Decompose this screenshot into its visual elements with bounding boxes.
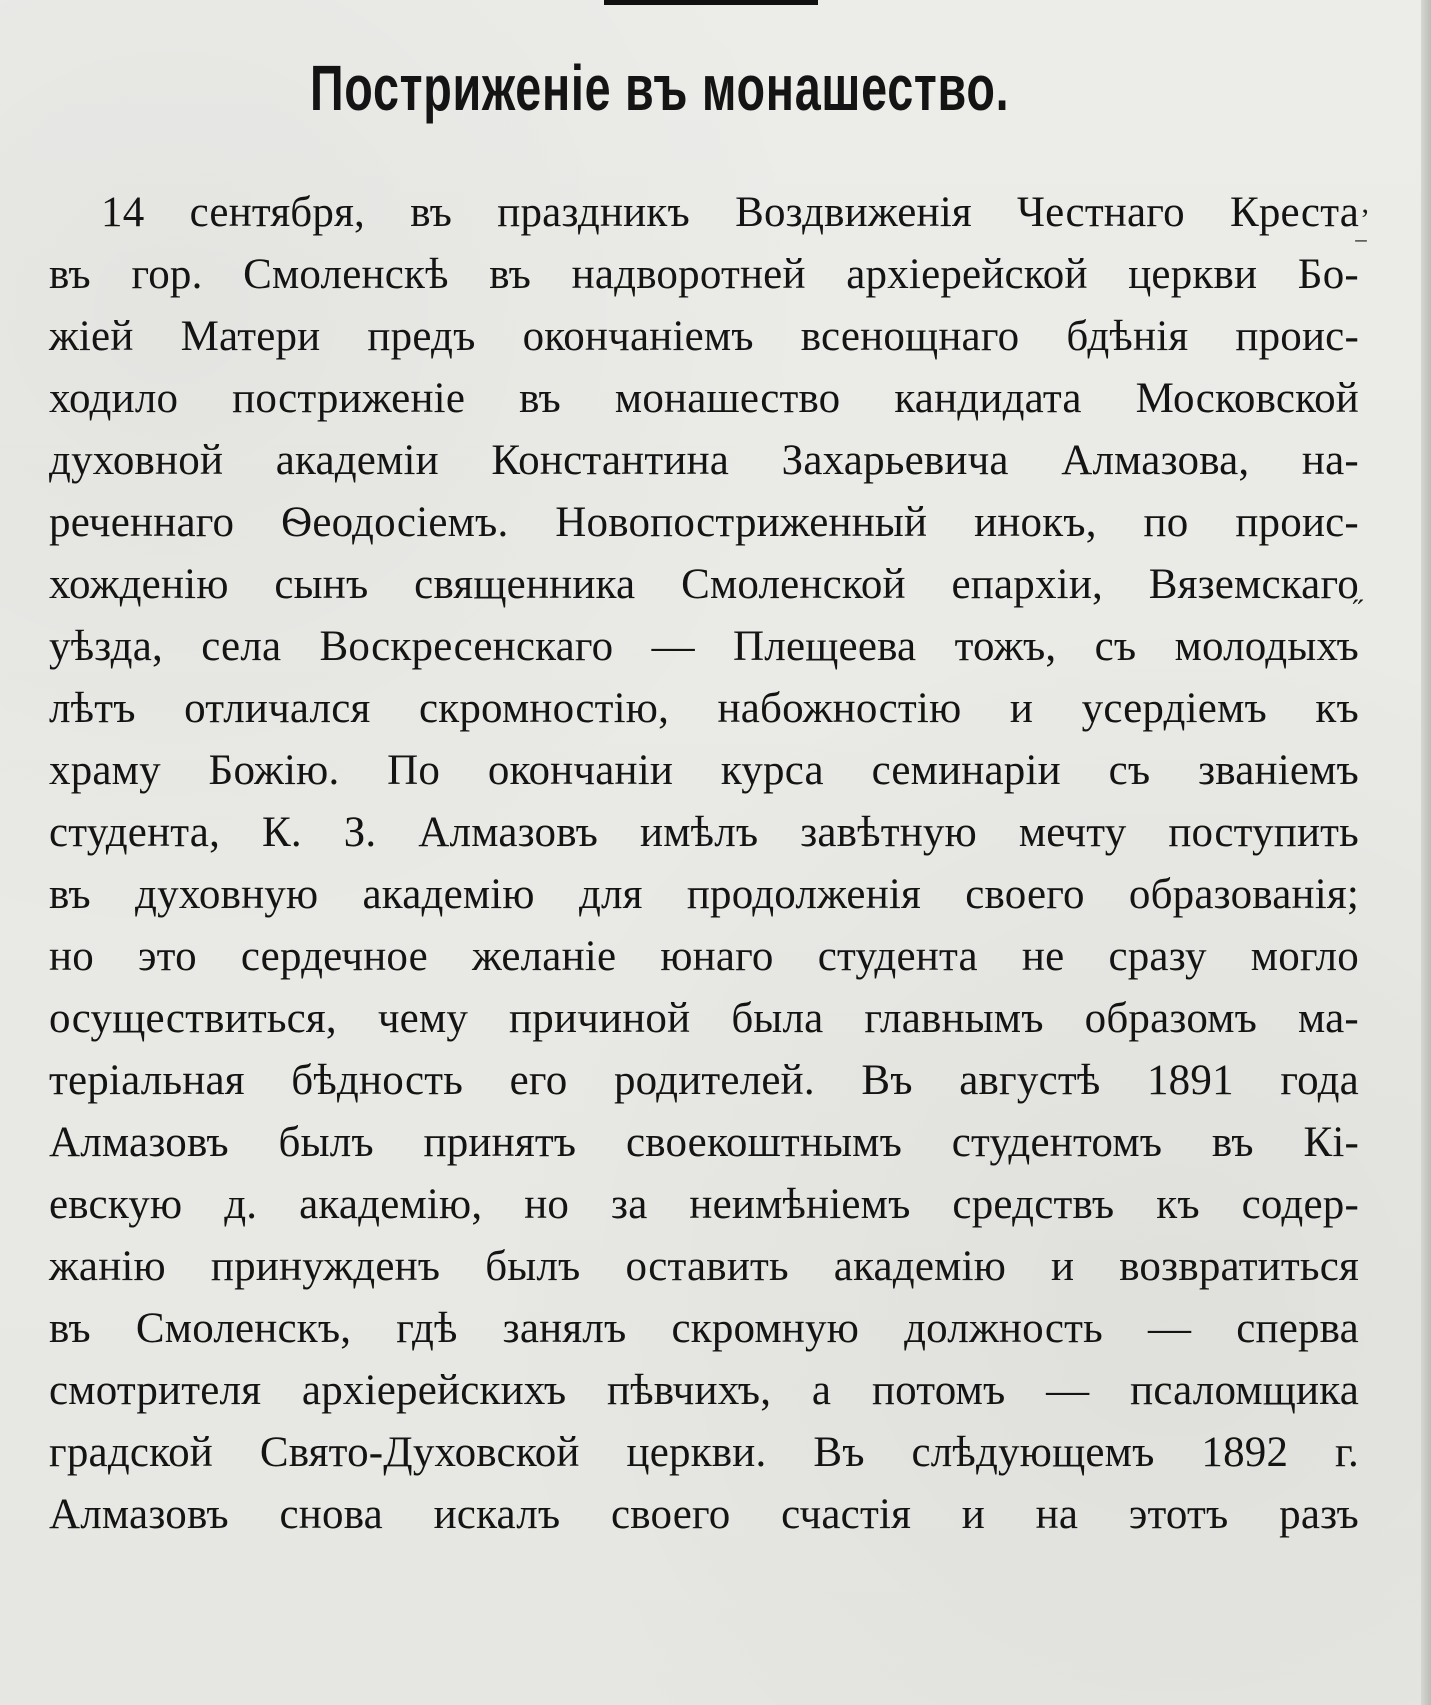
word: принятъ — [423, 1119, 577, 1166]
word: д. — [224, 1181, 258, 1228]
word: по — [1143, 499, 1189, 546]
word: и — [1051, 1243, 1075, 1290]
word: это — [138, 933, 197, 980]
word: Алмазовъ — [49, 1491, 229, 1538]
word: гдѣ — [396, 1305, 458, 1352]
word: на — [1035, 1491, 1079, 1538]
word: Честнаго — [1017, 189, 1185, 236]
word: къ — [1156, 1181, 1200, 1228]
word: З. — [343, 809, 377, 856]
word: студента, — [49, 809, 221, 856]
text-line-11 — [49, 801, 1359, 865]
word: своего — [965, 871, 1085, 918]
word: духовной — [49, 437, 224, 484]
word: церкви — [1128, 251, 1258, 298]
word: академію — [362, 871, 535, 918]
text-line-12 — [49, 863, 1359, 927]
text-line-5 — [49, 429, 1359, 493]
text-line-7 — [49, 553, 1359, 617]
word: мечту — [1018, 809, 1127, 856]
text-line-1 — [49, 181, 1359, 245]
text-line-17 — [49, 1173, 1359, 1237]
word: юнаго — [660, 933, 774, 980]
text-line-19 — [49, 1297, 1359, 1361]
text-line-21 — [49, 1421, 1359, 1485]
text-line-4 — [49, 367, 1359, 431]
word: жанію — [49, 1243, 166, 1290]
word: и — [961, 1491, 985, 1538]
word: храму — [49, 747, 161, 794]
word: отличался — [184, 685, 371, 732]
word: скромную — [671, 1305, 860, 1352]
word: академію — [833, 1243, 1007, 1290]
word: Свято-Духовской — [259, 1429, 580, 1476]
word: снова — [279, 1491, 383, 1538]
scan-right-edge — [1421, 0, 1431, 1705]
word: уѣзда, — [49, 623, 163, 670]
text-line-20 — [49, 1359, 1359, 1423]
word: могло — [1250, 933, 1359, 980]
text-line-3 — [49, 305, 1359, 369]
word: предъ — [367, 313, 476, 360]
word: Смоленской — [681, 561, 906, 608]
word: академію, — [299, 1181, 483, 1228]
word: — — [1147, 1305, 1192, 1352]
word: въ — [489, 251, 532, 298]
word: образомъ — [1084, 995, 1258, 1042]
word: должность — [904, 1305, 1103, 1352]
word: архіерейской — [846, 251, 1088, 298]
word: причиной — [509, 995, 691, 1042]
word: лѣтъ — [49, 685, 136, 732]
word: Бо- — [1297, 251, 1359, 298]
word: проис- — [1235, 313, 1359, 360]
text-line-8 — [49, 615, 1359, 679]
word: студентомъ — [951, 1119, 1163, 1166]
word: набожностію — [717, 685, 962, 732]
margin-mark-line1: ’ — [1360, 203, 1370, 236]
word: главнымъ — [864, 995, 1044, 1042]
word: но — [524, 1181, 570, 1228]
word: своекоштнымъ — [625, 1119, 903, 1166]
word: слѣдующемъ — [911, 1429, 1155, 1476]
word: родителей. — [613, 1057, 815, 1104]
word: а — [811, 1367, 832, 1414]
word: и — [1009, 685, 1034, 732]
word: скромностію, — [418, 685, 670, 732]
word: тожъ, — [954, 623, 1057, 670]
word: псаломщика — [1130, 1367, 1359, 1414]
word: къ — [1315, 685, 1359, 732]
word: сентября, — [189, 189, 366, 236]
word: августѣ — [959, 1057, 1101, 1104]
word: поступить — [1168, 809, 1359, 856]
word: съ — [1108, 747, 1151, 794]
word: чему — [377, 995, 469, 1042]
word: но — [49, 933, 94, 980]
word: По — [387, 747, 441, 794]
word: оставить — [625, 1243, 789, 1290]
word: инокъ, — [974, 499, 1097, 546]
word: Божію. — [208, 747, 340, 794]
word: усердіемъ — [1081, 685, 1267, 732]
word: гор. — [131, 251, 203, 298]
word: осуществиться, — [49, 995, 337, 1042]
text-line-10 — [49, 739, 1359, 803]
word: Ѳеодосіемъ. — [281, 499, 509, 546]
word: принужденъ — [210, 1243, 441, 1290]
margin-mark-line2: ‾ — [1356, 238, 1366, 271]
word: неимѣніемъ — [689, 1181, 911, 1228]
word: проис- — [1235, 499, 1359, 546]
word: въ — [410, 189, 453, 236]
word: Алмазова, — [1061, 437, 1250, 484]
word: жіей — [49, 313, 134, 360]
word: Алмазовъ — [418, 809, 599, 856]
word: завѣтную — [800, 809, 977, 856]
margin-mark-line7: ˝ — [1353, 594, 1363, 627]
text-line-18 — [49, 1235, 1359, 1299]
word: желаніе — [472, 933, 617, 980]
word: не — [1021, 933, 1065, 980]
word: образованія; — [1128, 871, 1359, 918]
word: Въ — [861, 1057, 913, 1104]
word: смотрителя — [49, 1367, 262, 1414]
word: окончаніи — [487, 747, 674, 794]
word: его — [509, 1057, 568, 1104]
text-line-14 — [49, 987, 1359, 1051]
word: ходило — [49, 375, 179, 422]
word: искалъ — [433, 1491, 561, 1538]
word: Воздвиженія — [735, 189, 972, 236]
text-line-2 — [49, 243, 1359, 307]
word: Константина — [491, 437, 730, 484]
word: Креста — [1229, 189, 1359, 236]
word: званіемъ — [1198, 747, 1359, 794]
word: священника — [414, 561, 636, 608]
word: 14 — [101, 189, 145, 236]
word: курса — [720, 747, 824, 794]
word: 1891 — [1146, 1057, 1234, 1104]
word: Вяземскаго — [1148, 561, 1359, 608]
word: постриженіе — [232, 375, 466, 422]
word: въ — [49, 251, 91, 298]
word: для — [578, 871, 643, 918]
word: потомъ — [871, 1367, 1006, 1414]
word: К. — [261, 809, 302, 856]
word: села — [201, 623, 282, 670]
word: праздникъ — [497, 189, 690, 236]
word: Новопостриженный — [555, 499, 928, 546]
word: разъ — [1279, 1491, 1359, 1538]
word: семинаріи — [871, 747, 1061, 794]
word: Въ — [813, 1429, 865, 1476]
word: сразу — [1108, 933, 1207, 980]
word: церкви. — [626, 1429, 767, 1476]
word: на- — [1301, 437, 1359, 484]
word: содер- — [1241, 1181, 1359, 1228]
word: Смоленскѣ — [243, 251, 449, 298]
word: своего — [610, 1491, 731, 1538]
article-title: Постриженіе въ монашество. — [310, 52, 1010, 124]
word: кандидата — [894, 375, 1082, 422]
word: надворотней — [571, 251, 806, 298]
word: Смоленскъ, — [135, 1305, 352, 1352]
word: сердечное — [240, 933, 428, 980]
word: возвратиться — [1119, 1243, 1359, 1290]
word: — — [651, 623, 695, 670]
word: Воскресенскаго — [319, 623, 614, 670]
top-rule — [604, 0, 818, 5]
word: молодыхъ — [1174, 623, 1359, 670]
word: хожденію — [49, 561, 229, 608]
word: была — [731, 995, 824, 1042]
word: евскую — [49, 1181, 183, 1228]
word: Захарьевича — [781, 437, 1009, 484]
word: бдѣнія — [1066, 313, 1189, 360]
word: студента — [817, 933, 978, 980]
word: градской — [49, 1429, 214, 1476]
word: епархіи, — [951, 561, 1103, 608]
text-line-16 — [49, 1111, 1359, 1175]
word: архіерейскихъ — [301, 1367, 567, 1414]
word: года — [1280, 1057, 1359, 1104]
word: монашество — [614, 375, 841, 422]
word: въ — [519, 375, 561, 422]
word: средствъ — [952, 1181, 1115, 1228]
word: съ — [1094, 623, 1137, 670]
word: Алмазовъ — [49, 1119, 229, 1166]
word: 1892 — [1201, 1429, 1289, 1476]
word: за — [611, 1181, 648, 1228]
word: Плещеева — [733, 623, 917, 670]
word: былъ — [485, 1243, 581, 1290]
word: окончаніемъ — [522, 313, 754, 360]
word: счастія — [781, 1491, 912, 1538]
word: реченнаго — [49, 499, 235, 546]
word: г. — [1335, 1429, 1359, 1476]
word: въ — [1211, 1119, 1254, 1166]
text-line-9 — [49, 677, 1359, 741]
word: сперва — [1236, 1305, 1359, 1352]
word: Московской — [1135, 375, 1359, 422]
word: продолженія — [686, 871, 922, 918]
word: теріальная — [49, 1057, 245, 1104]
word: ма- — [1298, 995, 1359, 1042]
text-line-22 — [49, 1483, 1359, 1547]
word: этотъ — [1128, 1491, 1229, 1538]
word: въ — [49, 1305, 91, 1352]
text-line-15 — [49, 1049, 1359, 1113]
word: былъ — [278, 1119, 374, 1166]
word: духовную — [135, 871, 319, 918]
word: всенощнаго — [800, 313, 1020, 360]
text-line-6 — [49, 491, 1359, 555]
word: сынъ — [274, 561, 369, 608]
word: имѣлъ — [640, 809, 759, 856]
word: академіи — [275, 437, 439, 484]
word: бѣдность — [291, 1057, 464, 1104]
word: занялъ — [502, 1305, 627, 1352]
word: Кі- — [1303, 1119, 1359, 1166]
text-line-13 — [49, 925, 1359, 989]
word: — — [1046, 1367, 1090, 1414]
word: пѣвчихъ, — [607, 1367, 772, 1414]
word: Матери — [180, 313, 321, 360]
word: въ — [49, 871, 91, 918]
